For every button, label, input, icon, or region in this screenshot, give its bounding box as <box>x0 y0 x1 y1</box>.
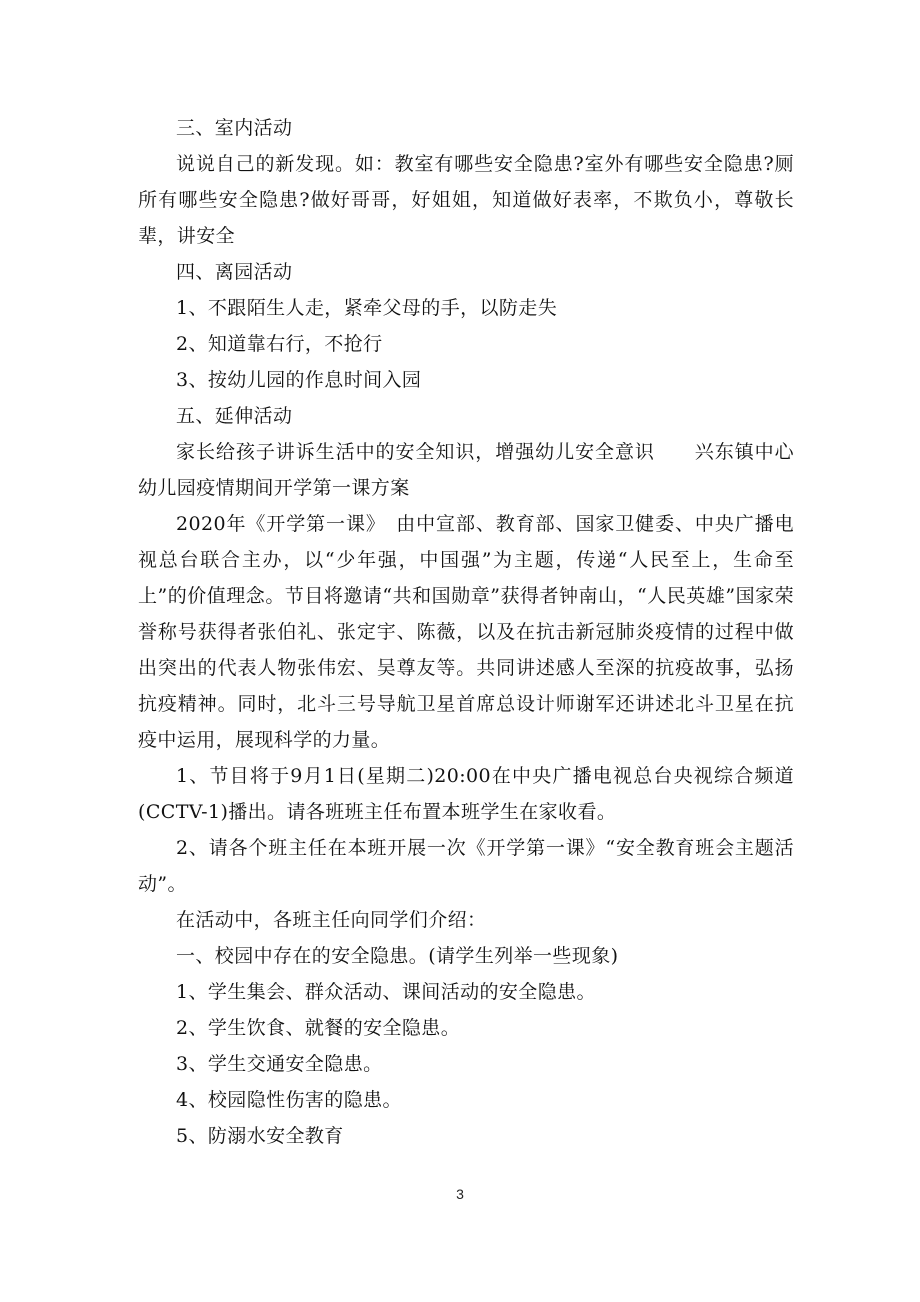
section-heading-indoor: 三、室内活动 <box>176 117 293 139</box>
list-item: 5、防溺水安全教育 <box>176 1125 344 1147</box>
paragraph-parents-and-plan-title: 家长给孩子讲诉生活中的安全知识，增强幼儿安全意识 兴东镇中心幼儿园疫情期间开学第一课方案 <box>138 441 794 499</box>
paragraph-program-intro: 2020年《开学第一课》 由中宣部、教育部、国家卫健委、中央广播电视总台联合主办，以“少年强，中国强”为主题，传递“人民至上，生命至上”的价值理念。节目将邀请“共和国勋章”获得者钟南山，“人民英雄”国家荣誉称号获得者张伯礼、张定宇、陈薇，以及在抗击新冠肺炎疫情的过程中做出突出的代表人物张伟宏、吴尊友等。共同讲述感人至深的抗疫故事，弘扬抗疫精神。同时，北斗三号导航卫星首席总设计师谢军还讲述北斗卫星在抗疫中运用，展现科学的力量。 <box>138 513 794 751</box>
section-heading-leaving: 四、离园活动 <box>176 261 293 283</box>
document-body <box>138 110 794 1154</box>
list-item: 2、知道靠右行，不抢行 <box>176 333 383 355</box>
list-item: 1、不跟陌生人走，紧牵父母的手，以防走失 <box>176 297 558 319</box>
list-item: 2、学生饮食、就餐的安全隐患。 <box>176 1017 461 1039</box>
list-item: 1、学生集会、群众活动、课间活动的安全隐患。 <box>176 981 596 1003</box>
paragraph-activity-intro: 在活动中，各班主任向同学们介绍： <box>176 909 487 931</box>
list-item: 2、请各个班主任在本班开展一次《开学第一课》“安全教育班会主题活动”。 <box>138 837 794 895</box>
section-heading-extension: 五、延伸活动 <box>176 405 293 427</box>
list-item: 1、节目将于9月1日(星期二)20:00在中央广播电视总台央视综合频道(CCTV-1)播出。请各班班主任布置本班学生在家收看。 <box>138 765 794 823</box>
list-item: 4、校园隐性伤害的隐患。 <box>176 1089 402 1111</box>
list-item: 3、学生交通安全隐患。 <box>176 1053 383 1075</box>
page-number: 3 <box>456 1186 464 1202</box>
paragraph-new-discoveries: 说说自己的新发现。如：教室有哪些安全隐患?室外有哪些安全隐患?厕所有哪些安全隐患?做好哥哥，好姐姐，知道做好表率，不欺负小，尊敬长辈，讲安全 <box>138 153 794 247</box>
list-item: 3、按幼儿园的作息时间入园 <box>176 369 422 391</box>
section-heading-hazards: 一、校园中存在的安全隐患。(请学生列举一些现象) <box>176 945 619 967</box>
